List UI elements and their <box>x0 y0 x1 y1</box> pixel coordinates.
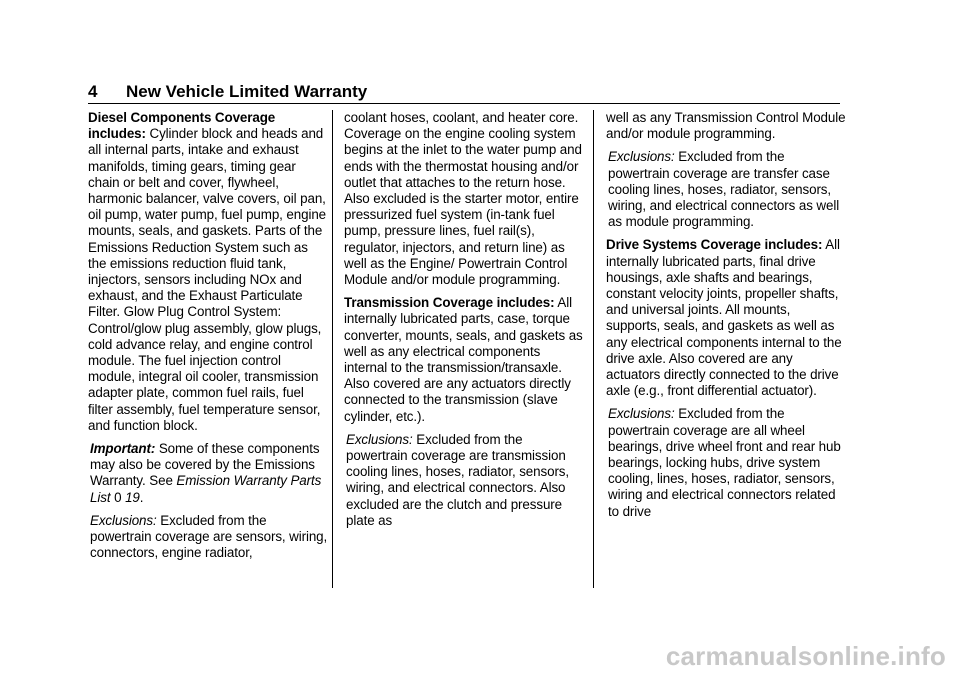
exclusions-paragraph-3 <box>606 149 846 230</box>
column-divider <box>593 110 594 588</box>
exclusions-label: Exclusions: <box>608 149 675 165</box>
diesel-coverage-heading: Diesel Components Coverage includes: <box>88 110 276 142</box>
exclusions-label: Exclusions: <box>346 431 413 447</box>
important-end: . <box>139 489 144 505</box>
column-3 <box>606 110 846 527</box>
watermark: carmanualsonline.info <box>665 641 946 671</box>
emission-warranty-link[interactable]: Emission Warranty Parts List <box>90 473 322 505</box>
drive-systems-coverage-text: All internally lubricated parts, final drive housings, axle shafts and bearings, constant velocity joints, propeller shafts, and universal joints. All mounts, supports, seals, and gaskets as well as any electrical components internal to the drive axle. Also covered are any actuators directly connected to the drive axle (e.g., front differential actuator). <box>606 237 842 399</box>
exclusions-text: Excluded from the powertrain coverage are sensors, wiring, connectors, engine radiator, <box>90 512 328 561</box>
transmission-continued-paragraph: well as any Transmission Control Module and/or module programming. <box>606 110 846 142</box>
important-text: Some of these components may also be covered by the Emissions Warranty. See <box>90 441 320 489</box>
important-label: Important: <box>90 441 156 457</box>
page-header <box>88 81 840 104</box>
exclusions-label: Exclusions: <box>90 512 157 528</box>
exclusions-paragraph-4 <box>606 406 846 519</box>
column-2 <box>344 110 584 536</box>
exclusions-text: Excluded from the powertrain coverage are all wheel bearings, drive wheel front and rear hub bearings, locking hubs, drive system cooling, lines, hoses, radiator, sensors, wiring and electrical connectors related to drive <box>608 406 841 519</box>
transmission-coverage-paragraph <box>344 295 584 425</box>
exclusions-text: Excluded from the powertrain coverage are transmission cooling lines, hoses, radiator, sensors, wiring, and electrical connectors. Also excluded are the clutch and pressure plate as <box>346 431 570 528</box>
important-note <box>88 441 328 506</box>
exclusions-label: Exclusions: <box>608 406 675 422</box>
page-title: New Vehicle Limited Warranty <box>126 82 368 101</box>
page-ref-number[interactable]: 19 <box>125 489 140 505</box>
exclusions-paragraph-2 <box>344 432 584 529</box>
column-1 <box>88 110 328 568</box>
drive-systems-coverage-heading: Drive Systems Coverage includes: <box>606 237 823 253</box>
page-number: 4 <box>88 82 98 101</box>
drive-systems-coverage-paragraph <box>606 237 846 399</box>
diesel-coverage-paragraph <box>88 110 328 434</box>
exclusions-text: Excluded from the powertrain coverage are transfer case cooling lines, hoses, radiator, sensors, wiring, and electrical connectors as well as module programming. <box>608 149 840 230</box>
engine-continued-paragraph: coolant hoses, coolant, and heater core. Coverage on the engine cooling system begins at the inlet to the water pump and ends with the thermostat housing and/or outlet that attaches to the return hose. Also excluded is the starter motor, entire pressurized fuel system (in-tank fuel pump, pressure lines, fuel rail(s), regulator, injectors, and return line) as well as the Engine/ Powertrain Control Module and/or module programming. <box>344 110 582 288</box>
transmission-coverage-text: All internally lubricated parts, case, torque converter, mounts, seals, and gaskets as well as any electrical components internal to the transmission/transaxle. Also covered are any actuators directly connected to the transmission (slave cylinder, etc.). <box>344 295 583 424</box>
transmission-coverage-heading: Transmission Coverage includes: <box>344 295 555 311</box>
exclusions-paragraph-1 <box>88 513 328 562</box>
page-ref-arrow-icon: 0 <box>114 489 122 505</box>
column-divider <box>332 110 333 588</box>
diesel-coverage-text: Cylinder block and heads and all internal parts, intake and exhaust manifolds, timing gears, timing gear chain or belt and cover, flywheel, harmonic balancer, valve covers, oil pan, oil pump, water pump, fuel pump, engine mounts, seals, and gaskets. Parts of the Emissions Reduction System such as the emissions reduction fluid tank, injectors, sensors including NOx and exhaust, and the Exhaust Particulate Filter. Glow Plug Control System: Control/glow plug assembly, glow plugs, cold advance relay, and engine control module. The fuel injection control module, integral oil cooler, transmission adapter plate, common fuel rails, fuel filter assembly, fuel temperature sensor, and function block. <box>88 126 327 433</box>
